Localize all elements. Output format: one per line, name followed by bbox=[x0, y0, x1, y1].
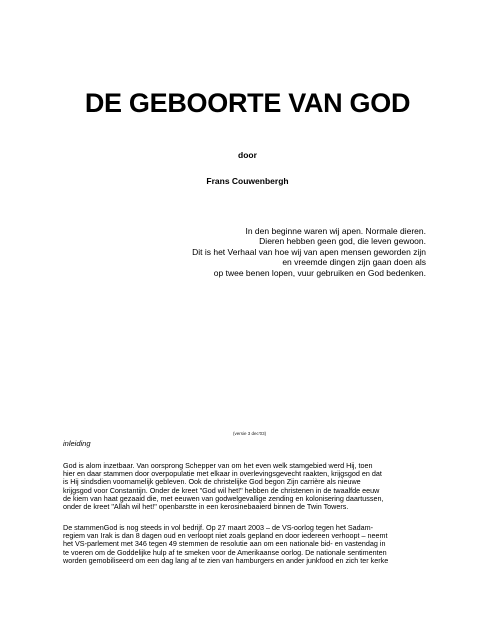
epigraph-line: en vreemde dingen zijn gaan doen als bbox=[282, 257, 426, 268]
epigraph-line: Dieren hebben geen god, die leven gewoon. bbox=[259, 236, 426, 247]
paragraph-1 bbox=[63, 462, 435, 511]
paragraph-line: worden gemobiliseerd om een dag lang af te zien van hamburgers en ander junkfood en zich ter kerke bbox=[63, 555, 389, 565]
paragraph-line: te voeren om de Goddelijke hulp af te smeken voor de Amerikaanse oorlog. De nationale sentimenten bbox=[63, 547, 387, 557]
section-heading-inleiding: inleiding bbox=[63, 439, 91, 448]
author-name: Frans Couwenbergh bbox=[206, 176, 289, 186]
paragraph-line: God is alom inzetbaar. Van oorsprong Schepper van om het even welk stamgebied werd Hij, toen bbox=[63, 461, 373, 470]
epigraph-line: op twee benen lopen, vuur gebruiken en God bedenken. bbox=[213, 267, 426, 278]
paragraph-line: onder de kreet "Allah wil het!" openbarstte in een kerosinebaaierd binnen de Twin Towers. bbox=[63, 502, 349, 512]
paragraph-line: regiem van Irak is dan 8 dagen oud en verloopt niet zoals gepland en door iedereen verhoopt – neemt bbox=[63, 531, 388, 541]
epigraph-line: Dit is het Verhaal van hoe wij van apen mensen geworden zijn bbox=[192, 246, 426, 257]
paragraph-line: krijgsgod voor Constantijn. Onder de kreet "God wil het!" hebben de christenen in de twaalfde eeuw bbox=[63, 485, 380, 495]
paragraph-line: De stammenGod is nog steeds in vol bedrijf. Op 27 maart 2003 – de VS-oorlog tegen het Sadam- bbox=[63, 523, 374, 532]
document-title: DE GEBOORTE VAN GOD bbox=[84, 88, 411, 118]
paragraph-line: de kiem van haat gezaaid die, met eeuwen van godwelgevallige zending en kolonisering daartussen, bbox=[63, 493, 384, 503]
epigraph-line: In den beginne waren wij apen. Normale dieren. bbox=[245, 226, 426, 236]
paragraph-line: hier en daar stammen door overpopulatie met elkaar in overlevingsgevecht raakten, krijgsgod en dat bbox=[63, 469, 382, 479]
byline-door: door bbox=[238, 150, 257, 160]
paragraph-2 bbox=[63, 524, 435, 565]
epigraph bbox=[126, 226, 426, 278]
paragraph-line: is Hij sindsdien voornamelijk gebleven. Ook de christelijke God begon Zijn carrière als nieuwe bbox=[63, 477, 361, 487]
version-note: (versie 3 dec'03) bbox=[233, 431, 267, 436]
paragraph-line: het VS-parlement met 346 tegen 49 stemmen de resolutie aan om een nationale bid- en vastendag in bbox=[63, 539, 386, 549]
